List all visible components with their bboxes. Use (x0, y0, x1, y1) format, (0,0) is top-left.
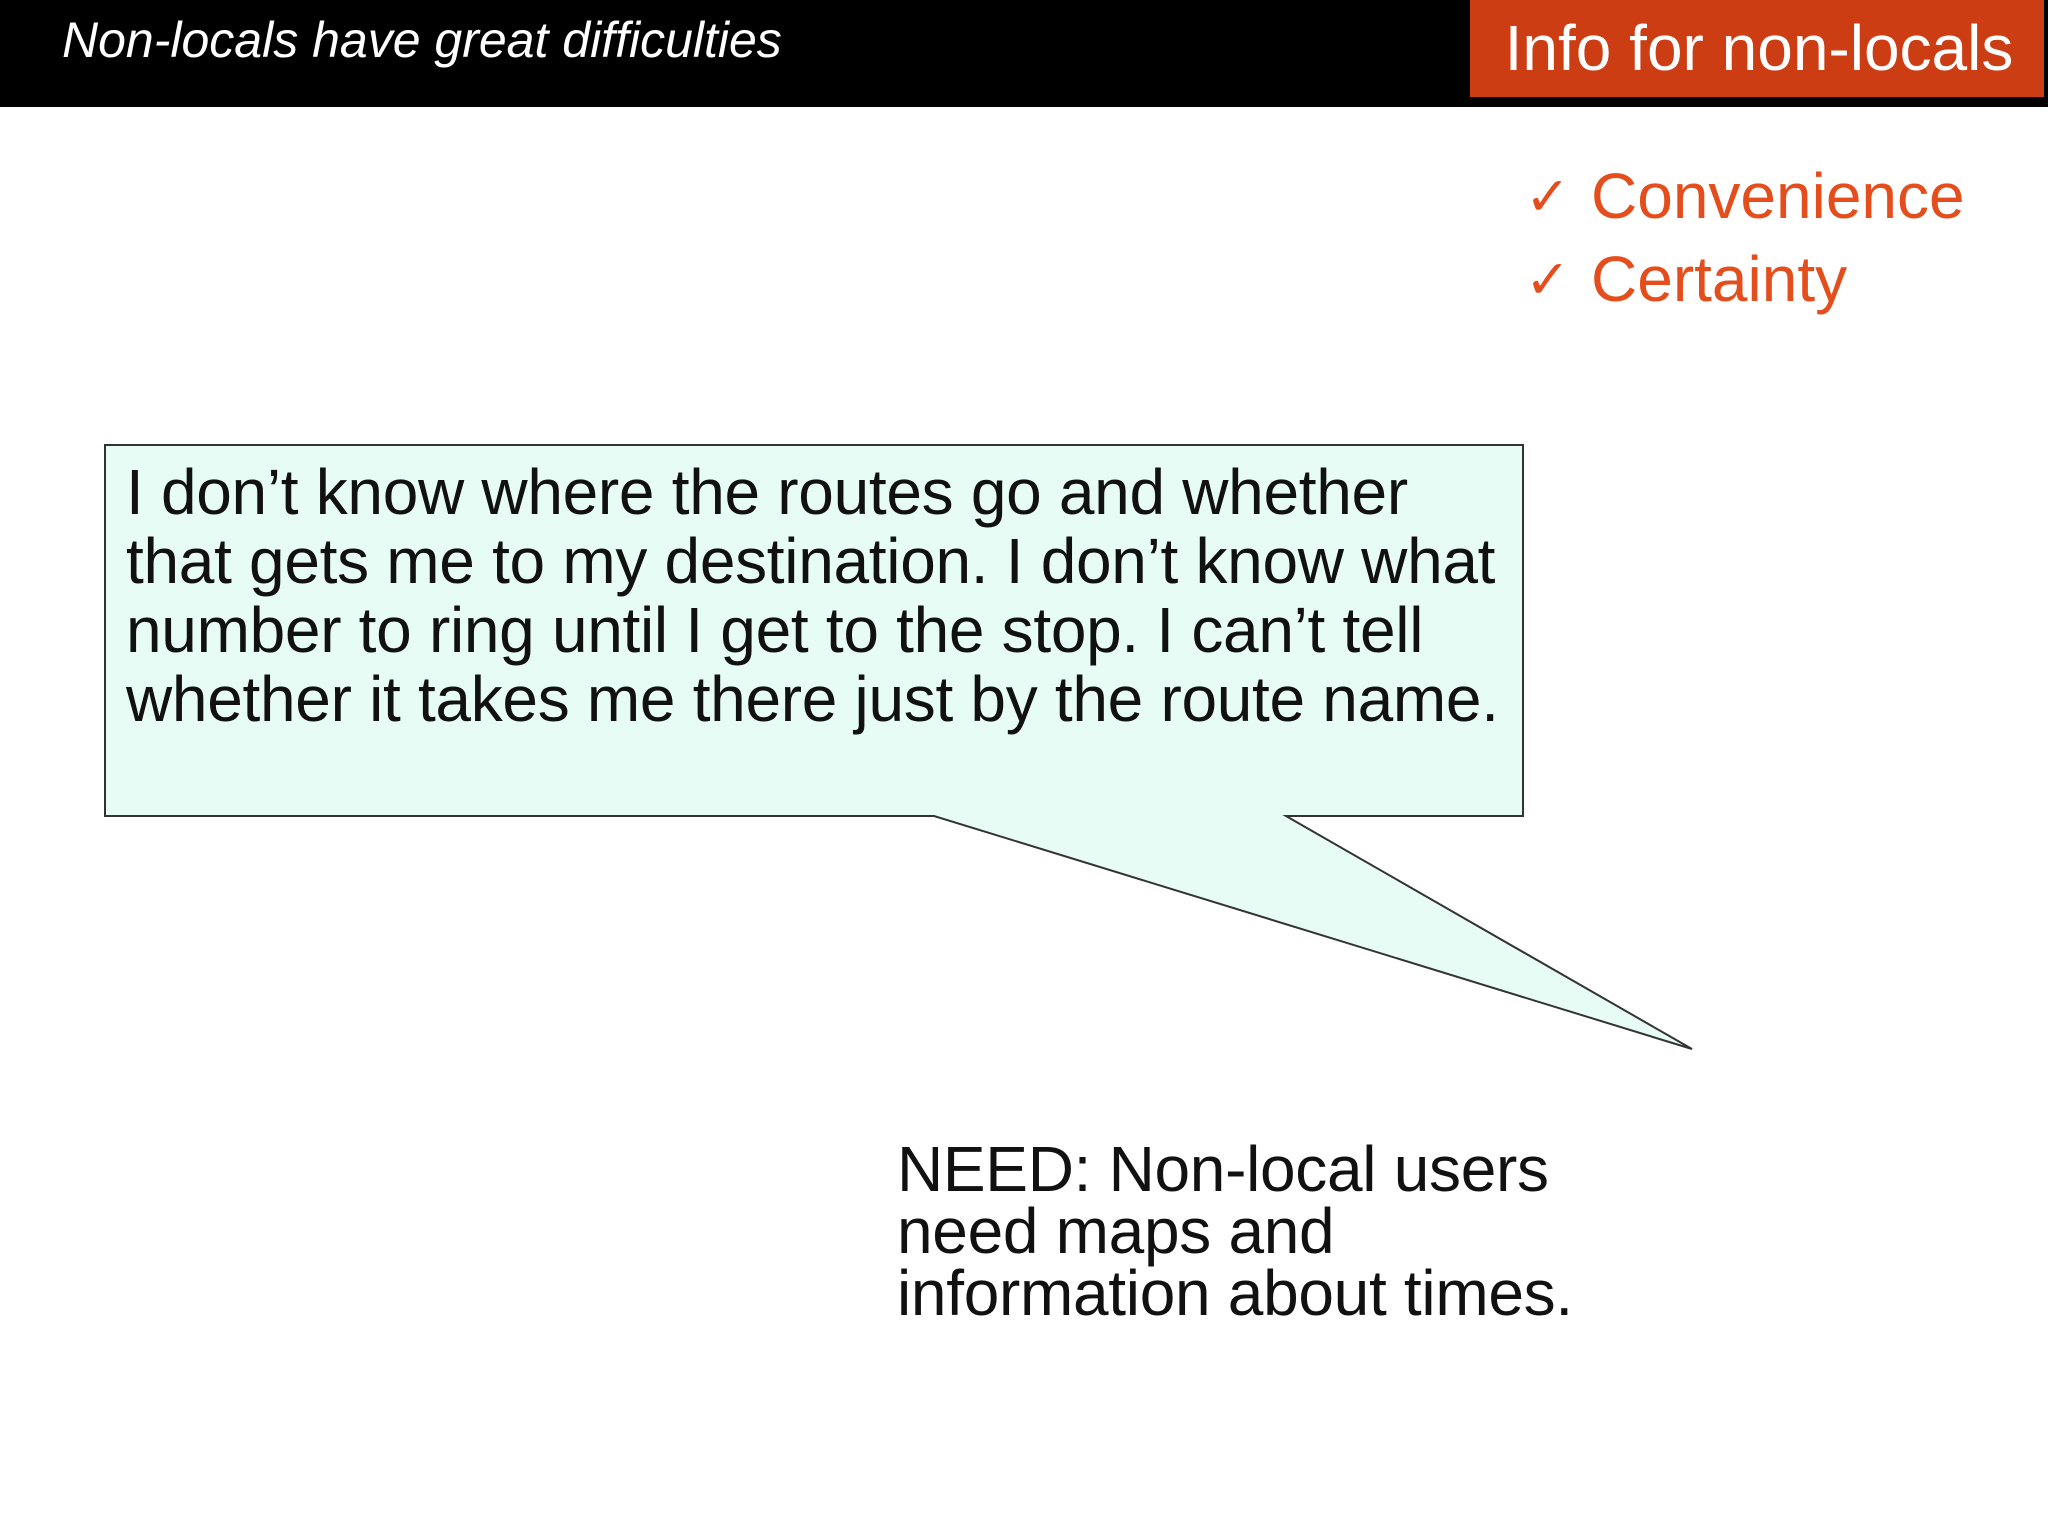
checkmark-icon: ✓ (1525, 248, 1571, 311)
checkmark-icon: ✓ (1525, 165, 1571, 228)
need-statement: NEED: Non-local users need maps and information about times. (897, 1133, 1573, 1329)
slide-title: Non-locals have great difficulties (62, 12, 782, 68)
callout-quote: I don’t know where the routes go and whether that gets me to my destination. I don’t know what number to ring until I get to the stop. I can’t tell whether it takes me there just by the route name. (126, 456, 1499, 735)
section-tag: Info for non-locals (1470, 0, 2044, 97)
checklist-label: Certainty (1591, 243, 1848, 315)
checklist-label: Convenience (1591, 160, 1965, 232)
